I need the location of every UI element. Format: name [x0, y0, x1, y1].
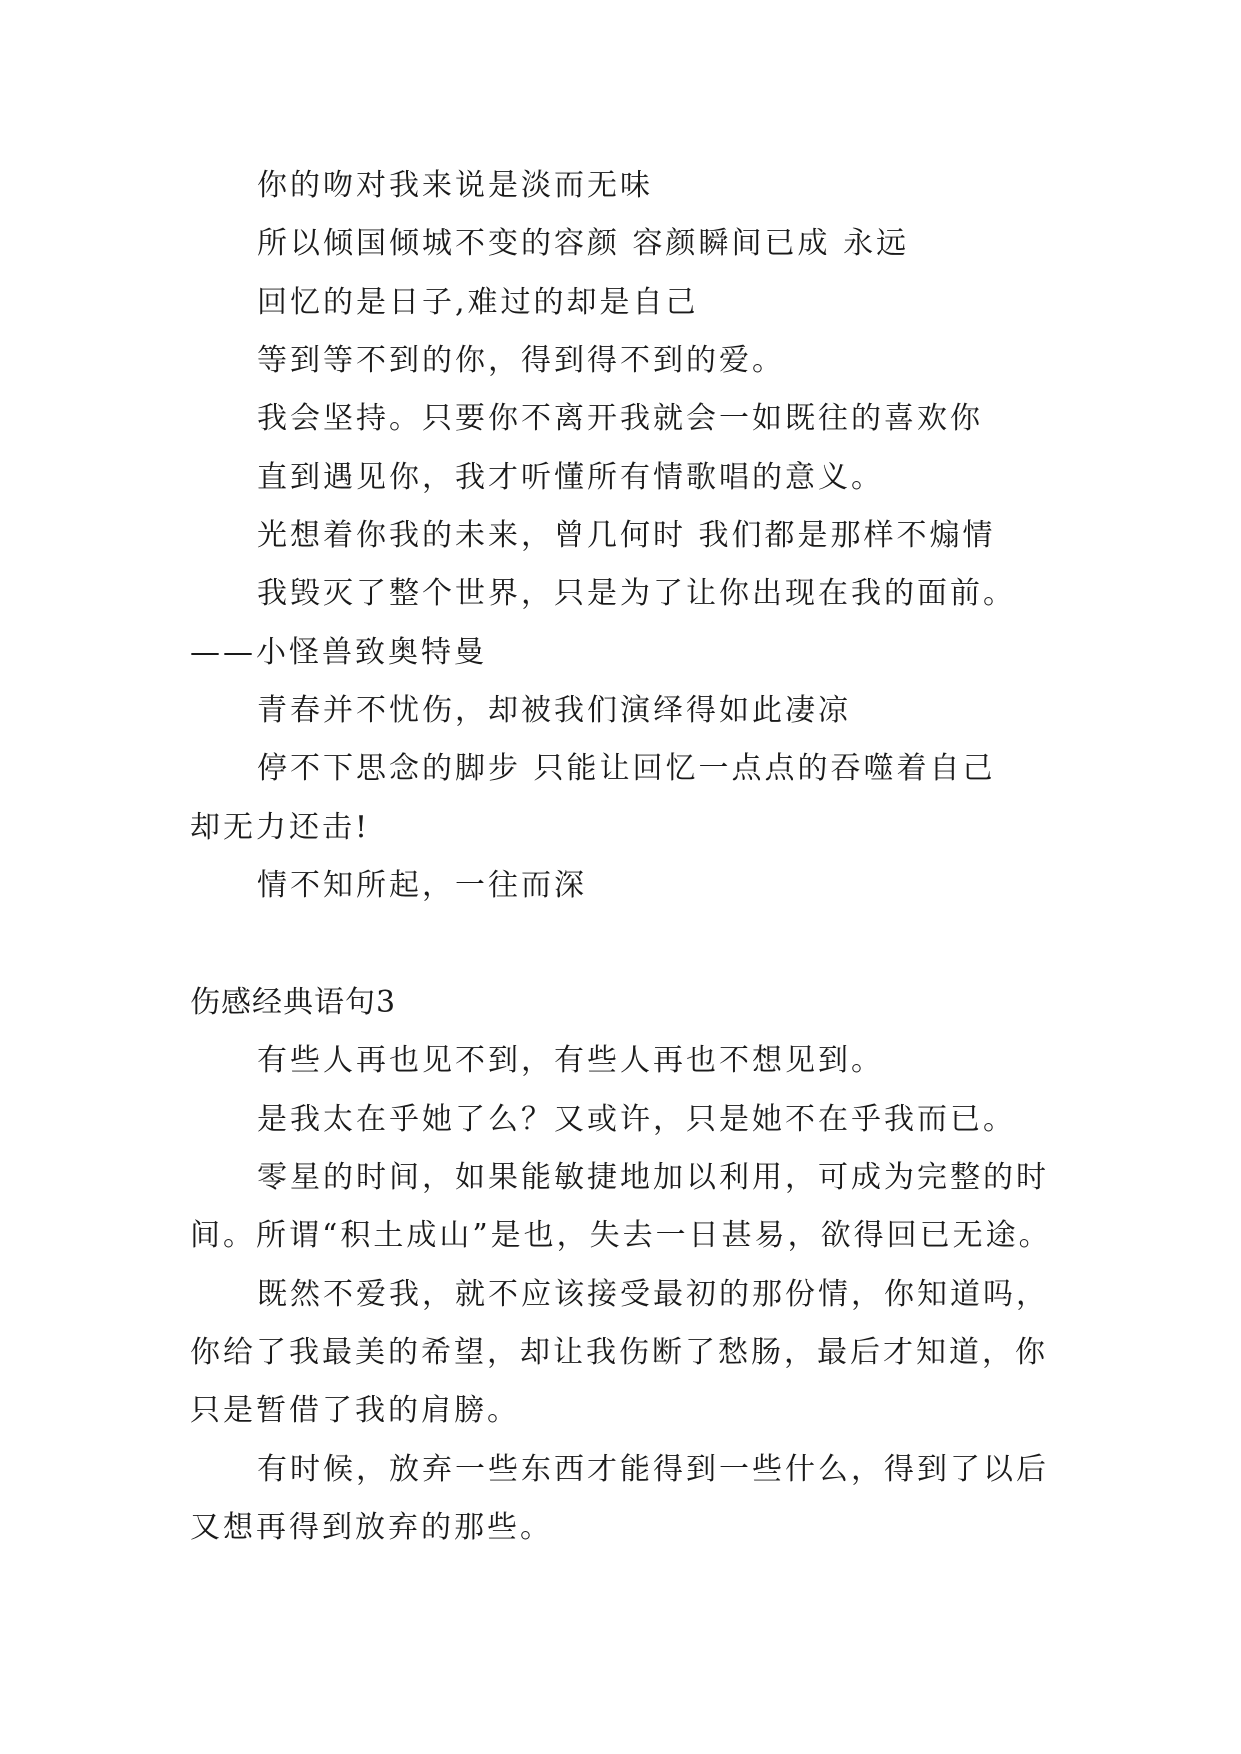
text-line: 所以倾国倾城不变的容颜 容颜瞬间已成 永远 [257, 226, 910, 261]
text-line: 你的吻对我来说是淡而无味 [257, 168, 653, 203]
text-line: 只是暂借了我的肩膀。 [190, 1393, 520, 1428]
text-line: 却无力还击! [190, 810, 371, 845]
text-line: 既然不爱我，就不应该接受最初的那份情，你知道吗， [257, 1277, 1049, 1312]
text-line: 我会坚持。只要你不离开我就会一如既往的喜欢你 [257, 401, 983, 436]
section-heading: 伤感经典语句3 [190, 985, 397, 1020]
text-line: 光想着你我的未来，曾几何时 我们都是那样不煽情 [257, 518, 996, 553]
text-line: 又想再得到放弃的那些。 [190, 1510, 553, 1545]
text-line: 情不知所起，一往而深 [257, 868, 587, 903]
text-line: 我毁灭了整个世界，只是为了让你出现在我的面前。 [257, 576, 1016, 611]
text-line: 有时候，放弃一些东西才能得到一些什么，得到了以后 [257, 1452, 1049, 1487]
text-line: 间。所谓“积土成山”是也，失去一日甚易，欲得回已无途。 [190, 1218, 1052, 1253]
text-line: 直到遇见你，我才听懂所有情歌唱的意义。 [257, 460, 884, 495]
text-line: 青春并不忧伤，却被我们演绎得如此凄凉 [257, 693, 851, 728]
text-line: 你给了我最美的希望，却让我伤断了愁肠，最后才知道，你 [190, 1335, 1048, 1370]
text-line: 等到等不到的你，得到得不到的爱。 [257, 343, 785, 378]
text-line: 回忆的是日子,难过的却是自己 [257, 285, 699, 320]
text-line: 是我太在乎她了么？又或许，只是她不在乎我而已。 [257, 1102, 1016, 1137]
text-line: 有些人再也见不到，有些人再也不想见到。 [257, 1043, 884, 1078]
text-line: 零星的时间，如果能敏捷地加以利用，可成为完整的时 [257, 1160, 1049, 1195]
text-line: 停不下思念的脚步 只能让回忆一点点的吞噬着自己 [257, 751, 996, 786]
text-line: ——小怪兽致奥特曼 [190, 635, 487, 670]
